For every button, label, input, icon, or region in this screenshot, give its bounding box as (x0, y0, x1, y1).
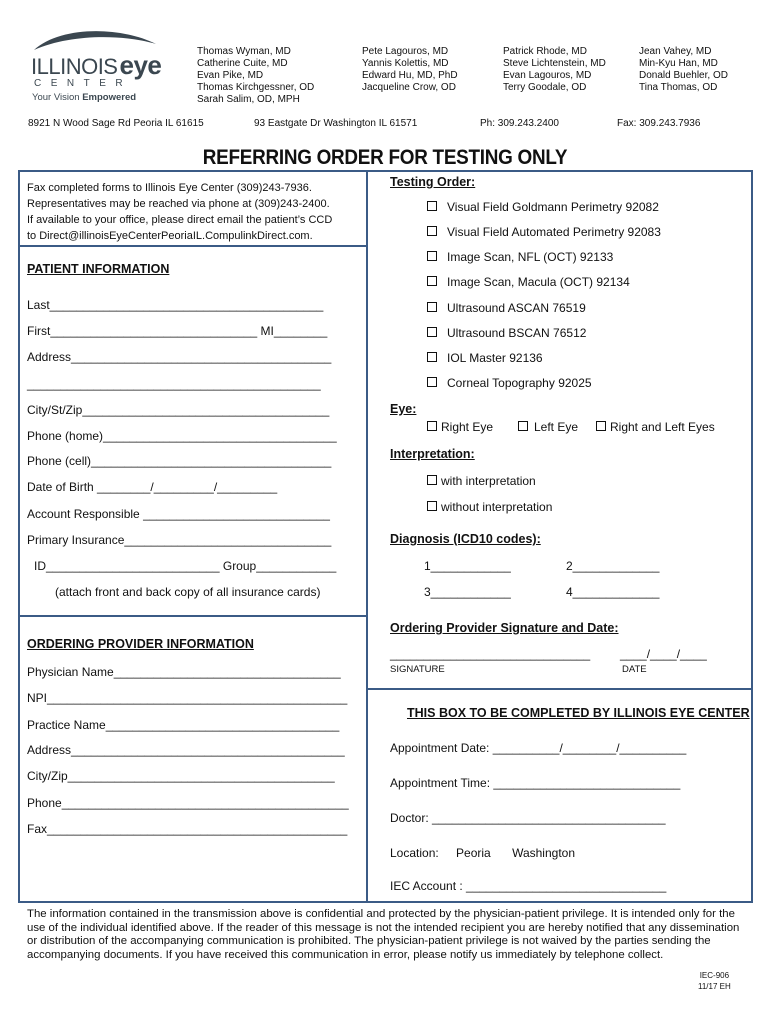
interpretation-option-label: with interpretation (441, 474, 536, 488)
test-option[interactable] (427, 225, 661, 239)
signature-date-field[interactable]: ____/____/____ (620, 647, 707, 661)
checkbox-icon[interactable] (427, 421, 437, 431)
interpretation-option[interactable] (427, 500, 552, 514)
doctor-name: Jean Vahey, MD (639, 46, 712, 57)
form-code-line: IEC-906 (699, 971, 730, 980)
form-revision-line: 11/17 EH (698, 982, 731, 991)
eye-option-right[interactable] (427, 420, 493, 434)
fax-note (27, 180, 332, 244)
checkbox-icon[interactable] (518, 421, 528, 431)
test-option-label: Image Scan, Macula (OCT) 92134 (447, 275, 630, 289)
phone-home-field[interactable]: Phone (home)___________________________________ (27, 429, 337, 443)
provider-phone-field[interactable]: Phone___________________________________________ (27, 796, 349, 810)
checkbox-icon[interactable] (427, 327, 437, 337)
insurance-id-group-field[interactable]: ID__________________________ Group____________ (34, 559, 337, 573)
doctor-name: Jacqueline Crow, OD (362, 82, 456, 93)
logo-center-text: CENTER (34, 78, 133, 89)
eye-option-label: Right Eye (441, 420, 494, 434)
doctor-list-column-3 (503, 46, 606, 94)
account-responsible-field[interactable]: Account Responsible ____________________________ (27, 507, 330, 521)
fax-note-line: Fax completed forms to Illinois Eye Center (309)243-7936. (27, 182, 312, 194)
eye-header: Eye: (390, 402, 417, 416)
form-code (698, 970, 731, 992)
test-option[interactable] (427, 250, 613, 264)
doctor-name: Thomas Kirchgessner, OD (197, 82, 315, 93)
date-label: DATE (622, 664, 647, 675)
patient-info-header: PATIENT INFORMATION (27, 262, 170, 276)
logo-tagline-plain: Your Vision (32, 92, 83, 103)
phone-number: Ph: 309.243.2400 (480, 118, 559, 129)
signature-label: SIGNATURE (390, 664, 445, 675)
location-option-peoria[interactable]: Peoria (456, 846, 491, 860)
test-option[interactable] (427, 200, 659, 214)
doctor-list-column-4 (639, 46, 728, 94)
doctor-name: Yannis Kolettis, MD (362, 58, 449, 69)
appointment-date-field[interactable]: Appointment Date: __________/________/__________ (390, 741, 687, 755)
appointment-time-field[interactable]: Appointment Time: ____________________________ (390, 776, 681, 790)
npi-field[interactable]: NPI_____________________________________________ (27, 691, 348, 705)
interpretation-header: Interpretation: (390, 447, 475, 461)
address-line-2-field[interactable]: ____________________________________________ (27, 377, 321, 391)
test-option-label: Visual Field Automated Perimetry 92083 (447, 225, 661, 239)
doctor-name: Edward Hu, MD, PhD (362, 70, 458, 81)
test-option-label: Image Scan, NFL (OCT) 92133 (447, 250, 614, 264)
diagnosis-code-3-field[interactable]: 3____________ (424, 585, 511, 599)
checkbox-icon[interactable] (427, 501, 437, 511)
interpretation-option[interactable] (427, 474, 536, 488)
test-option-label: Ultrasound BSCAN 76512 (447, 326, 587, 340)
iec-account-field[interactable]: IEC Account : ______________________________ (390, 879, 667, 893)
checkbox-icon[interactable] (427, 276, 437, 286)
doctor-name: Thomas Wyman, MD (197, 46, 291, 57)
diagnosis-header: Diagnosis (ICD10 codes): (390, 532, 541, 546)
checkbox-icon[interactable] (427, 251, 437, 261)
doctor-name: Patrick Rhode, MD (503, 46, 587, 57)
date-of-birth-field[interactable]: Date of Birth ________/_________/_________ (27, 480, 278, 494)
location-option-washington[interactable]: Washington (512, 846, 576, 860)
doctor-name: Steve Lichtenstein, MD (503, 58, 606, 69)
form-title: REFERRING ORDER FOR TESTING ONLY (202, 146, 568, 169)
eye-option-label: Right and Left Eyes (610, 420, 715, 434)
illinois-eye-center-logo (28, 30, 188, 102)
location-row (390, 846, 575, 860)
doctor-name: Evan Lagouros, MD (503, 70, 592, 81)
washington-address: 93 Eastgate Dr Washington IL 61571 (254, 118, 418, 129)
physician-name-field[interactable]: Physician Name__________________________________ (27, 665, 341, 679)
iec-use-box (366, 688, 753, 903)
doctor-name: Terry Goodale, OD (503, 82, 587, 93)
diagnosis-code-2-field[interactable]: 2_____________ (566, 559, 660, 573)
provider-fax-field[interactable]: Fax_____________________________________________ (27, 822, 348, 836)
diagnosis-code-4-field[interactable]: 4_____________ (566, 585, 660, 599)
primary-insurance-field[interactable]: Primary Insurance_______________________________ (27, 533, 332, 547)
practice-name-field[interactable]: Practice Name___________________________________ (27, 718, 340, 732)
test-option[interactable] (427, 351, 543, 365)
checkbox-icon[interactable] (427, 352, 437, 362)
doctor-list-column-1 (197, 46, 314, 106)
ordering-provider-header: ORDERING PROVIDER INFORMATION (27, 637, 254, 651)
logo-swoosh-icon (30, 30, 160, 52)
location-label: Location: (390, 846, 439, 860)
doctor-name: Donald Buehler, OD (639, 70, 728, 81)
doctor-name: Pete Lagouros, MD (362, 46, 449, 57)
doctor-name: Catherine Cuite, MD (197, 58, 288, 69)
iec-box-header: THIS BOX TO BE COMPLETED BY ILLINOIS EYE CENTER (407, 706, 750, 720)
logo-wordmark (31, 50, 161, 81)
signature-field[interactable]: ______________________________ (390, 647, 591, 661)
doctor-name: Sarah Salim, OD, MPH (197, 94, 300, 105)
eye-option-label: Left Eye (534, 420, 579, 434)
doctor-name: Tina Thomas, OD (639, 82, 718, 93)
phone-cell-field[interactable]: Phone (cell)____________________________________ (27, 454, 332, 468)
fax-note-line: Representatives may be reached via phone at (309)243-2400. (27, 198, 330, 210)
provider-address-field[interactable]: Address_________________________________________ (27, 743, 345, 757)
diagnosis-code-1-field[interactable]: 1____________ (424, 559, 511, 573)
first-name-field[interactable]: First_______________________________ MI________ (27, 324, 328, 338)
logo-word-illinois: ILLINOIS (31, 54, 118, 79)
test-option[interactable] (427, 301, 586, 315)
test-option-label: Corneal Topography 92025 (447, 376, 592, 390)
checkbox-icon[interactable] (596, 421, 606, 431)
test-option-label: IOL Master 92136 (447, 351, 543, 365)
fax-note-line: to Direct@illinoisEyeCenterPeoriaIL.CompulinkDirect.com. (27, 230, 313, 242)
signature-header: Ordering Provider Signature and Date: (390, 621, 619, 635)
fax-note-line: If available to your office, please direct email the patient’s CCD (27, 214, 333, 226)
test-option[interactable] (427, 376, 592, 390)
test-option[interactable] (427, 326, 586, 340)
test-option-label: Visual Field Goldmann Perimetry 92082 (447, 200, 659, 214)
address-field[interactable]: Address_______________________________________ (27, 350, 332, 364)
doctor-name: Evan Pike, MD (197, 70, 264, 81)
peoria-address: 8921 N Wood Sage Rd Peoria IL 61615 (28, 118, 204, 129)
logo-tagline (32, 92, 136, 103)
logo-tagline-bold: Empowered (82, 92, 137, 103)
interpretation-option-label: without interpretation (441, 500, 553, 514)
checkbox-icon[interactable] (427, 226, 437, 236)
last-name-field[interactable]: Last_________________________________________ (27, 298, 324, 312)
checkbox-icon[interactable] (427, 302, 437, 312)
confidentiality-notice: The information contained in the transmission above is confidential and protected by the physician-patient privilege. It is intended only for the use of the individual identified above. If the reader of this message is not the intended recipient you are hereby notified that any dissemination or distribution of the accompanying communication is prohibited. The physician-patient privilege is not waived by the parties sending the accompanying documents. If you have received this communication in error, please notify us immediately by telephone collect. (27, 908, 740, 961)
test-option[interactable] (427, 275, 630, 289)
eye-option-left[interactable] (518, 420, 578, 434)
test-option-label: Ultrasound ASCAN 76519 (447, 301, 586, 315)
checkbox-icon[interactable] (427, 201, 437, 211)
eye-option-both[interactable] (596, 420, 715, 434)
city-st-zip-field[interactable]: City/St/Zip_____________________________________ (27, 403, 330, 417)
insurance-card-note: (attach front and back copy of all insurance cards) (55, 585, 321, 599)
checkbox-icon[interactable] (427, 377, 437, 387)
testing-order-header: Testing Order: (390, 175, 476, 189)
checkbox-icon[interactable] (427, 475, 437, 485)
provider-city-zip-field[interactable]: City/Zip________________________________________ (27, 769, 335, 783)
fax-number: Fax: 309.243.7936 (617, 118, 701, 129)
doctor-list-column-2 (362, 46, 458, 94)
doctor-name: Min-Kyu Han, MD (639, 58, 718, 69)
doctor-field[interactable]: Doctor: ___________________________________ (390, 811, 666, 825)
logo-word-eye: eye (119, 50, 162, 80)
